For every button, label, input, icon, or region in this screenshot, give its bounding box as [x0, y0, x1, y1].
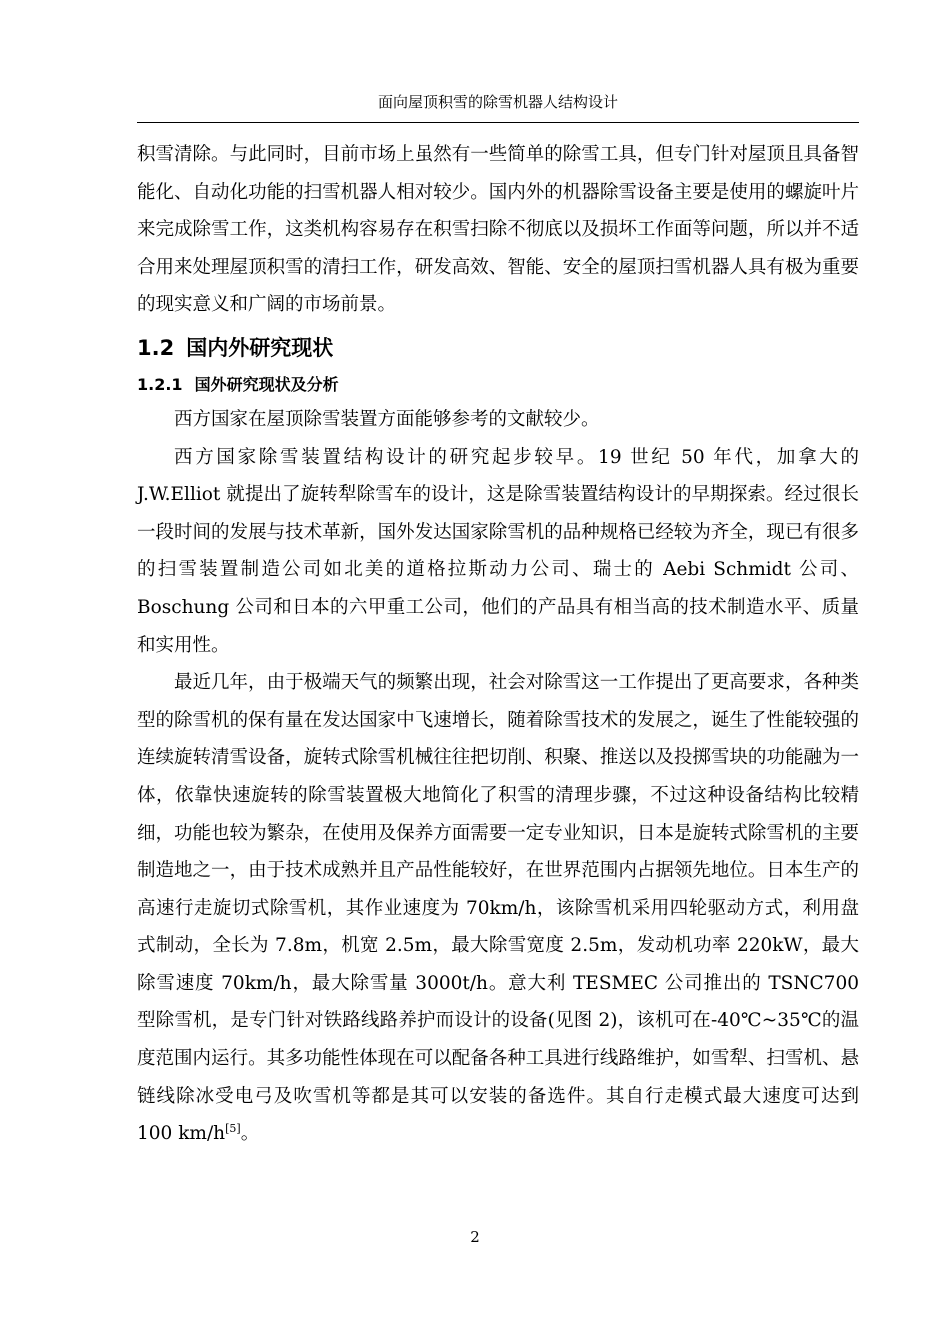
- section-number: 1.2: [137, 335, 175, 360]
- subsection-title: 国外研究现状及分析: [194, 374, 339, 394]
- paragraph-recent-development: [137, 664, 859, 1153]
- running-header: 面向屋顶积雪的除雪机器人结构设计: [377, 93, 618, 111]
- page-number: 2: [470, 1228, 480, 1246]
- paragraph-history: 西方国家除雪装置结构设计的研究起步较早。19 世纪 50 年代，加拿大的 J.W.Elliot 就提出了旋转犁除雪车的设计，这是除雪装置结构设计的早期探索。经过很长一段时间的发展与技术革新，国外发达国家除雪机的品种规格已经较为齐全，现已有很多的扫雪装置制造公司如北美的道格拉斯动力公司、瑞士的 Aebi Schmidt 公司、Boschung 公司和日本的六甲重工公司，他们的产品具有相当高的技术制造水平、质量和实用性。: [137, 446, 859, 656]
- paragraph-literature: 西方国家在屋顶除雪装置方面能够参考的文献较少。: [174, 408, 600, 430]
- paragraph-intro-continued: 积雪清除。与此同时，目前市场上虽然有一些简单的除雪工具，但专门针对屋顶且具备智能化、自动化功能的扫雪机器人相对较少。国内外的机器除雪设备主要是使用的螺旋叶片来完成除雪工作，这类机构容易存在积雪扫除不彻底以及损坏工作面等问题，所以并不适合用来处理屋顶积雪的清扫工作，研发高效、智能、安全的屋顶扫雪机器人具有极为重要的现实意义和广阔的市场前景。: [137, 144, 859, 316]
- body-content: [137, 136, 859, 1153]
- section-title: 国内外研究现状: [186, 335, 334, 360]
- citation-reference: [5]: [225, 1122, 241, 1136]
- subsection-heading-1-2-1: [137, 371, 859, 401]
- subsection-number: 1.2.1: [137, 374, 183, 394]
- paragraph-end-punctuation: 。: [240, 1123, 260, 1145]
- header-rule: [137, 122, 859, 123]
- section-heading-1-2: [137, 331, 859, 365]
- paragraph-text: 最近几年，由于极端天气的频繁出现，社会对除雪这一工作提出了更高要求，各种类型的除雪机的保有量在发达国家中飞速增长，随着除雪技术的发展之，诞生了性能较强的连续旋转清雪设备，旋转式除雪机械往往把切削、积聚、推送以及投掷雪块的功能融为一体，依靠快速旋转的除雪装置极大地简化了积雪的清理步骤，不过这种设备结构比较精细，功能也较为繁杂，在使用及保养方面需要一定专业知识，日本是旋转式除雪机的主要制造地之一，由于技术成熟并且产品性能较好，在世界范围内占据领先地位。日本生产的高速行走旋切式除雪机，其作业速度为 70km/h，该除雪机采用四轮驱动方式，利用盘式制动，全长为 7.8m，机宽 2.5m，最大除雪宽度 2.5m，发动机功率 220kW，最大除雪速度 70km/h，最大除雪量 3000t/h。意大利 TESMEC 公司推出的 TSNC700 型除雪机，是专门针对铁路线路养护而设计的设备(见图 2)，该机可在-40℃~35℃的温度范围内运行。其多功能性体现在可以配备各种工具进行线路维护，如雪犁、扫雪机、悬链线除冰受电弓及吹雪机等都是其可以安装的备选件。其自行走模式最大速度可达到 100 km/h: [137, 672, 859, 1145]
